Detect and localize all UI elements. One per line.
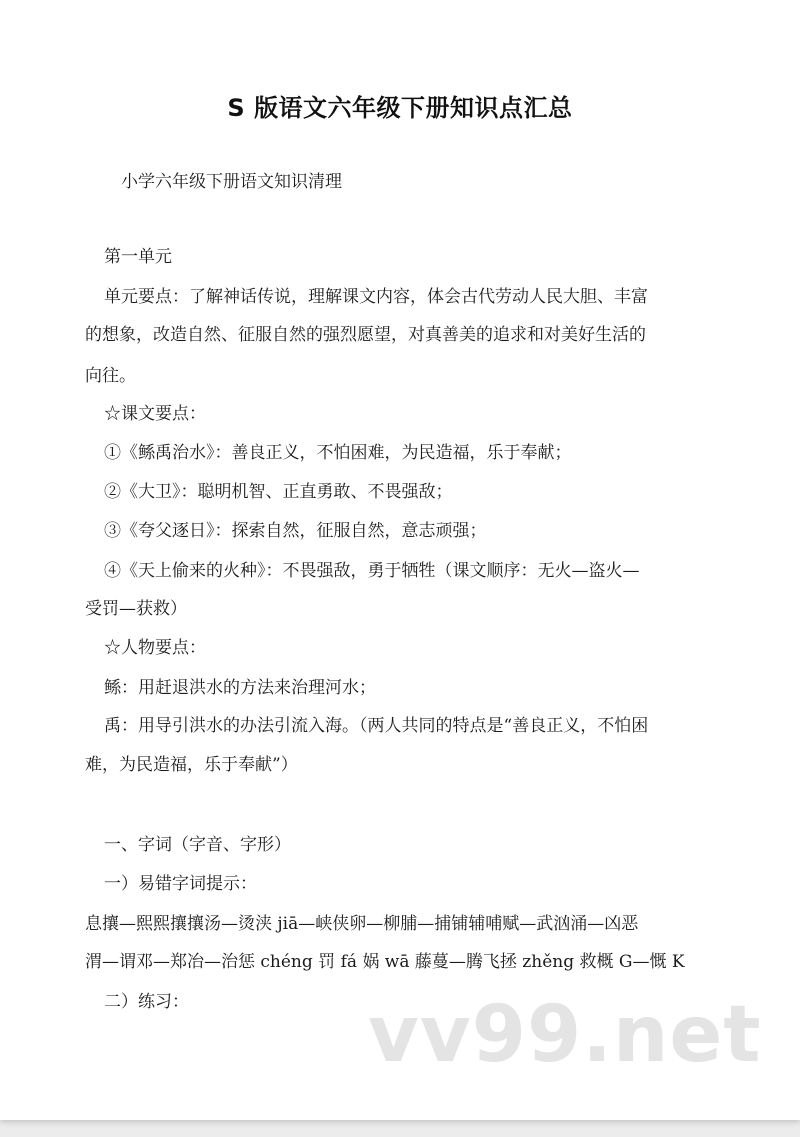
section-heading: 一、字词（字音、字形） bbox=[104, 835, 291, 855]
paragraph-line: 受罚—获救） bbox=[85, 599, 187, 619]
paragraph-line: 向往。 bbox=[85, 366, 136, 386]
paragraph-line: 鲧：用赶退洪水的方法来治理河水； bbox=[104, 678, 376, 698]
list-item: ④《天上偷来的火种》：不畏强敌，勇于牺牲（课文顺序：无火—盗火— bbox=[104, 561, 640, 581]
list-item: ③《夸父逐日》：探索自然，征服自然，意志顽强； bbox=[104, 521, 487, 541]
section-heading: ☆人物要点： bbox=[104, 638, 206, 658]
paragraph-line: 的想象，改造自然、征服自然的强烈愿望，对真善美的追求和对美好生活的 bbox=[85, 325, 646, 345]
list-item: ①《鲧禹治水》：善良正义，不怕困难，为民造福，乐于奉献； bbox=[104, 443, 572, 463]
watermark: vv99.net bbox=[368, 990, 762, 1080]
subtitle: 小学六年级下册语文知识清理 bbox=[121, 172, 342, 192]
section-heading: ☆课文要点： bbox=[104, 404, 206, 424]
paragraph-line: 息攘—熙熙攘攘汤—烫浃 jiā—峡侠卵—柳脯—捕铺辅哺赋—武汹涌—凶恶 bbox=[85, 914, 639, 934]
paragraph-line: 渭—谓邓—郑冶—治惩 chéng 罚 fá 娲 wā 藤蔓—腾飞拯 zhěng 救概 G—慨 K bbox=[85, 952, 685, 972]
subsection-heading: 一）易错字词提示： bbox=[104, 874, 257, 894]
paragraph-line: 难，为民造福，乐于奉献”） bbox=[85, 755, 298, 775]
unit-heading: 第一单元 bbox=[104, 247, 172, 267]
list-item: ②《大卫》：聪明机智、正直勇敢、不畏强敌； bbox=[104, 482, 453, 502]
paragraph-line: 禹：用导引洪水的办法引流入海。（两人共同的特点是“善良正义，不怕困 bbox=[104, 716, 649, 736]
subsection-heading: 二）练习： bbox=[104, 992, 189, 1012]
document-title: S 版语文六年级下册知识点汇总 bbox=[227, 94, 573, 122]
paragraph-line: 单元要点：了解神话传说，理解课文内容，体会古代劳动人民大胆、丰富 bbox=[104, 287, 648, 307]
